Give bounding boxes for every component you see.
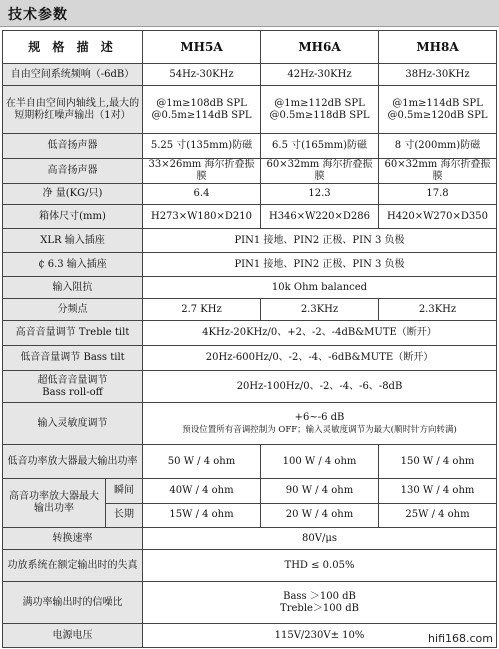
cell-hf-long-mh8a: 25W / 4 ohm <box>379 503 497 528</box>
row-label-weight: 净 量(KG/只) <box>3 184 143 205</box>
row-label-sensitivity: 输入灵敏度调节 <box>3 403 143 445</box>
spl-1m: @1m≥108dB SPL <box>156 97 247 109</box>
cell-power: 115V/230V± 10% <box>143 624 497 648</box>
cell-impedance: 10k Ohm balanced <box>143 277 497 299</box>
header-label: 规 格 描 述 <box>3 31 143 64</box>
cell-lf-amp-mh6a: 100 W / 4 ohm <box>261 445 379 479</box>
cell-lf-amp-mh8a: 150 W / 4 ohm <box>379 445 497 479</box>
cell-spl-mh6a <box>261 86 379 134</box>
cell-treble: 4KHz-20KHz/0、+2、-2、-4dB&MUTE（断开） <box>143 321 497 346</box>
cell-size-mh8a: H420×W270×D350 <box>379 205 497 229</box>
row-label-tweeter: 高音扬声器 <box>3 159 143 184</box>
spl-05m: @0.5m≥120dB SPL <box>387 109 488 121</box>
cell-weight-mh6a: 12.3 <box>261 184 379 205</box>
cell-tweeter-mh6a: 60×32mm 海尔折叠振膜 <box>261 159 379 184</box>
table-row <box>3 624 497 648</box>
row-label-impedance: 输入阻抗 <box>3 277 143 299</box>
spl-1m: @1m≥114dB SPL <box>392 97 483 109</box>
cell-hf-long-mh5a: 15W / 4 ohm <box>143 503 261 528</box>
table-row <box>3 528 497 550</box>
table-row <box>3 479 497 504</box>
spl-05m: @0.5m≥118dB SPL <box>269 109 370 121</box>
table-row <box>3 445 497 479</box>
row-label-spl: 在半自由空间内轴线上,最大的短期粉红噪声输出（1对） <box>3 86 143 134</box>
cell-thd: THD ≤ 0.05% <box>143 550 497 582</box>
header-model-mh8a: MH8A <box>379 31 497 64</box>
row-label-freq: 自由空间系统频响（-6dB） <box>3 64 143 86</box>
spl-1m: @1m≥112dB SPL <box>274 97 365 109</box>
cell-lf-amp-mh5a: 50 W / 4 ohm <box>143 445 261 479</box>
header-model-mh6a: MH6A <box>261 31 379 64</box>
table-row <box>3 134 497 159</box>
row-label-snr: 满功率输出时的信噪比 <box>3 582 143 624</box>
hf-amp-peak-label: 瞬间 <box>106 479 142 504</box>
row-label-crossover: 分频点 <box>3 299 143 321</box>
cell-size-mh6a: H346×W220×D286 <box>261 205 379 229</box>
row-label-woofer: 低音扬声器 <box>3 134 143 159</box>
table-header-row <box>3 31 497 64</box>
row-label-power: 电源电压 <box>3 624 143 648</box>
rolloff-label-en: Bass roll-off <box>42 386 103 398</box>
row-label-bass: 低音音量调节 Bass tilt <box>3 346 143 371</box>
cell-woofer-mh5a: 5.25 寸(135mm)防磁 <box>143 134 261 159</box>
row-label-lf-amp: 低音功率放大器最大输出功率 <box>3 445 143 479</box>
cell-bass: 20Hz-600Hz/0、-2、-4、-6dB&MUTE（断开） <box>143 346 497 371</box>
table-row <box>3 346 497 371</box>
table-row <box>3 403 497 445</box>
table-row <box>3 229 497 253</box>
table-row <box>3 371 497 403</box>
table-row <box>3 582 497 624</box>
cell-hf-peak-mh6a: 90 W / 4 ohm <box>261 479 379 504</box>
row-label-slew: 转换速率 <box>3 528 143 550</box>
cell-hf-peak-mh5a: 40W / 4 ohm <box>143 479 261 504</box>
cell-crossover-mh8a: 2.3KHz <box>379 299 497 321</box>
table-row <box>3 86 497 134</box>
cell-jack: PIN1 接地、PIN2 正极、PIN 3 负极 <box>143 253 497 277</box>
spl-05m: @0.5m≥114dB SPL <box>151 109 252 121</box>
row-label-rolloff <box>3 371 143 403</box>
row-label-treble: 高音音量调节 Treble tilt <box>3 321 143 346</box>
cell-size-mh5a: H273×W180×D210 <box>143 205 261 229</box>
cell-snr <box>143 582 497 624</box>
rolloff-label-cn: 超低音音量调节 <box>37 374 108 386</box>
section-title: 技术参数 <box>8 7 68 23</box>
row-label-thd: 功放系统在额定输出时的失真 <box>3 550 143 582</box>
table-row <box>3 184 497 205</box>
cell-hf-peak-mh8a: 130 W / 4 ohm <box>379 479 497 504</box>
cell-rolloff: 20Hz-100Hz/0、-2、-4、-6、-8dB <box>143 371 497 403</box>
table-row <box>3 64 497 86</box>
snr-bass: Bass ＞100 dB <box>283 590 356 602</box>
table-row <box>3 299 497 321</box>
cell-slew: 80V/μs <box>143 528 497 550</box>
cell-woofer-mh6a: 6.5 寸(165mm)防磁 <box>261 134 379 159</box>
hf-amp-long-label: 长期 <box>114 509 134 521</box>
sensitivity-range: +6~-6 dB <box>294 411 345 423</box>
cell-crossover-mh6a: 2.3KHz <box>261 299 379 321</box>
row-label-hf-amp <box>3 479 143 528</box>
table-row <box>3 277 497 299</box>
cell-hf-long-mh6a: 20 W / 4 ohm <box>261 503 379 528</box>
table-row <box>3 253 497 277</box>
header-model-mh5a: MH5A <box>143 31 261 64</box>
watermark: hifi168.com <box>428 632 493 645</box>
cell-freq-mh6a: 42Hz-30KHz <box>261 64 379 86</box>
table-row <box>3 205 497 229</box>
table-row <box>3 321 497 346</box>
section-title-bar <box>0 0 499 27</box>
cell-weight-mh8a: 17.8 <box>379 184 497 205</box>
cell-spl-mh5a <box>143 86 261 134</box>
cell-woofer-mh8a: 8 寸(200mm)防磁 <box>379 134 497 159</box>
cell-tweeter-mh5a: 33×26mm 海尔折叠振膜 <box>143 159 261 184</box>
row-label-size: 箱体尺寸(mm) <box>3 205 143 229</box>
table-row <box>3 550 497 582</box>
spec-table <box>2 30 497 648</box>
cell-freq-mh5a: 54Hz-30KHz <box>143 64 261 86</box>
cell-crossover-mh5a: 2.7 KHz <box>143 299 261 321</box>
hf-amp-label: 高音功率放大器最大输出功率 <box>3 479 106 527</box>
row-label-xlr: XLR 输入插座 <box>3 229 143 253</box>
cell-freq-mh8a: 38Hz-30KHz <box>379 64 497 86</box>
cell-weight-mh5a: 6.4 <box>143 184 261 205</box>
cell-sensitivity <box>143 403 497 445</box>
snr-treble: Treble＞100 dB <box>280 602 359 614</box>
cell-xlr: PIN1 接地、PIN2 正极、PIN 3 负极 <box>143 229 497 253</box>
cell-spl-mh8a <box>379 86 497 134</box>
sensitivity-note: 预设位置所有音调控制为 OFF；输入灵敏度调节为最大(顺时针方向转满) <box>182 424 457 435</box>
cell-tweeter-mh8a: 60×32mm 海尔折叠振膜 <box>379 159 497 184</box>
row-label-jack: ₵ 6.3 输入插座 <box>3 253 143 277</box>
table-row <box>3 159 497 184</box>
